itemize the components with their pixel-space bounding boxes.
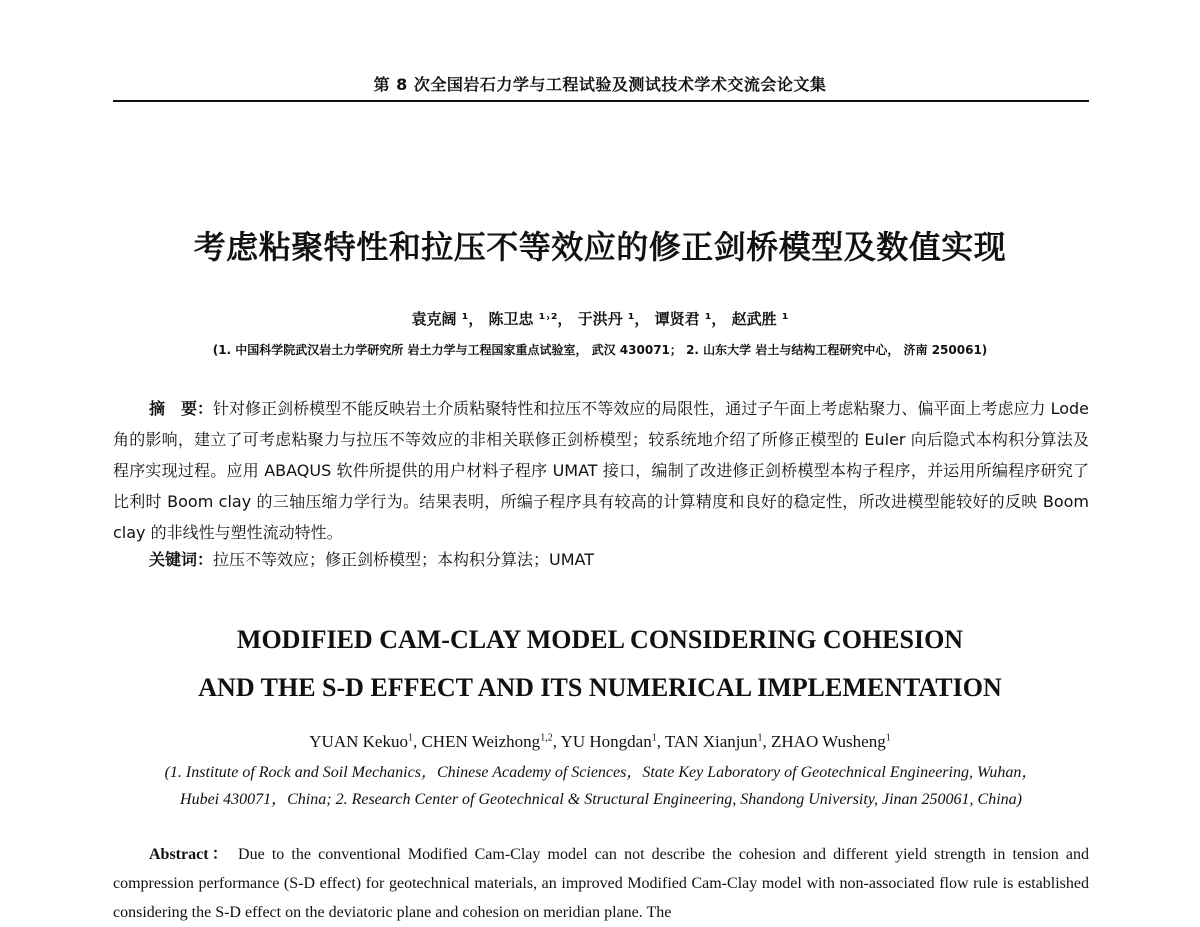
chinese-abstract (113, 393, 1089, 548)
english-abstract-label: Abstract： (149, 846, 231, 863)
chinese-abstract-text: 针对修正剑桥模型不能反映岩土介质粘聚特性和拉压不等效应的局限性，通过子午面上考虑粘聚力、偏平面上考虑应力 Lode 角的影响，建立了可考虑粘聚力与拉压不等效应的非相关联修正剑桥模型；较系统地介绍了所修正模型的 Euler 向后隐式本构积分算法及程序实现过程。应用 ABAQUS 软件所提供的用户材料子程序 UMAT 接口，编制了改进修正剑桥模型本构子程序，并运用所编程序研究了比利时 Boom clay 的三轴压缩力学行为。结果表明，所编子程序具有较高的计算精度和良好的稳定性，所改进模型能较好的反映 Boom clay 的非线性与塑性流动特性。 (113, 399, 1089, 542)
chinese-keywords-text: 拉压不等效应；修正剑桥模型；本构积分算法；UMAT (213, 550, 595, 569)
chinese-keywords-label: 关键词： (149, 550, 214, 569)
chinese-affiliation: (1. 中国科学院武汉岩土力学研究所 岩土力学与工程国家重点试验室， 武汉 430071； 2. 山东大学 岩土与结构工程研究中心， 济南 250061) (212, 343, 988, 357)
chinese-title: 考虑粘聚特性和拉压不等效应的修正剑桥模型及数值实现 (193, 228, 1007, 266)
author-name: TAN Xianjun (664, 732, 758, 751)
english-authors: YUAN Kekuo$^1$, CHEN Weizhong$^{1,2}$, YU Hongdan$^1$, TAN Xianjun$^1$, ZHAO Wusheng$^1$ (309, 732, 891, 751)
author-affil-mark: 1 (757, 732, 763, 744)
author-name: CHEN Weizhong (421, 732, 541, 751)
author-affil-mark: 1 (885, 732, 891, 744)
author-affil-mark: 1,2 (540, 732, 553, 744)
header-rule (113, 100, 1089, 102)
english-affiliation-line-2: Hubei 430071，China; 2. Research Center of Geotechnical & Structural Engineering, Shandong University, Jinan 250061, China) (180, 791, 1022, 808)
author-name: YUAN Kekuo (309, 732, 408, 751)
english-title (0, 616, 1200, 712)
english-affiliation-line-1: (1. Institute of Rock and Soil Mechanics，Chinese Academy of Sciences，State Key Laboratory of Geotechnical Engineering, Wuhan， (164, 764, 1038, 781)
chinese-abstract-label: 摘 要： (149, 399, 214, 418)
author-affil-mark: 1 (651, 732, 657, 744)
author-name: ZHAO Wusheng (771, 732, 886, 751)
english-affiliation (113, 759, 1089, 813)
english-abstract-text: Due to the conventional Modified Cam-Clay model can not describe the cohesion and different yield strength in tension and compression performance (S-D effect) for geotechnical materials, an improved Modified Cam-Clay model with non-associated flow rule is established considering the S-D effect on the deviatoric plane and cohesion on meridian plane. The (113, 846, 1089, 921)
english-abstract (113, 840, 1089, 927)
english-title-line-1: MODIFIED CAM-CLAY MODEL CONSIDERING COHESION (236, 625, 964, 654)
author-name: YU Hongdan (560, 732, 652, 751)
running-header: 第 8 次全国岩石力学与工程试验及测试技术学术交流会论文集 (373, 75, 827, 94)
english-title-line-2: AND THE S-D EFFECT AND ITS NUMERICAL IMPLEMENTATION (198, 673, 1002, 702)
author-affil-mark: 1 (407, 732, 413, 744)
chinese-keywords (113, 546, 1089, 574)
chinese-authors: 袁克阔 ¹， 陈卫忠 ¹˒²， 于洪丹 ¹， 谭贤君 ¹， 赵武胜 ¹ (411, 310, 789, 328)
